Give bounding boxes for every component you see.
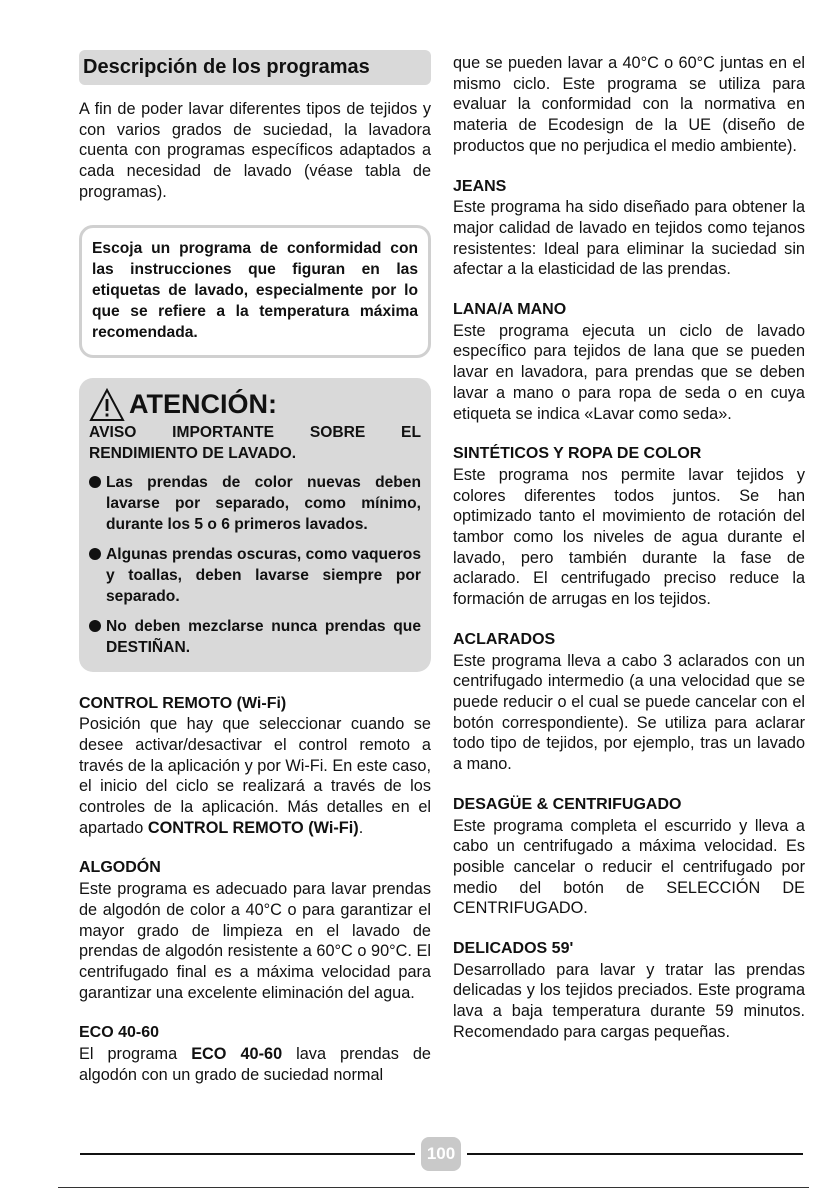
warning-box [79, 378, 431, 672]
eco-title: ECO 40-60 [79, 1024, 160, 1042]
left-column [79, 50, 431, 1085]
page-number: 100 [421, 1137, 461, 1171]
wool-title: LANA/A MANO [453, 301, 567, 319]
cotton-title: ALGODÓN [79, 859, 161, 877]
remote-body: Posición que hay que seleccionar cuando se desee activar/desactivar el control remoto a través de la aplicación y por Wi-Fi. En este caso, el inicio del ciclo se realizará a través de los controles de la aplicación. Más detalles en el apartado CONTROL REMOTO (Wi-Fi). [79, 715, 432, 837]
note-text: Escoja un programa de conformidad con las instrucciones que figuran en las etiquetas de lavado, especialmente por lo que se refiere a la temperatura máxima recomendada. [92, 239, 418, 341]
eco-body: El programa ECO 40-60 lava prendas de algodón con un grado de suciedad normal [79, 1045, 431, 1084]
list-item: No deben mezclarse nunca prendas que DESTIÑAN. [89, 616, 421, 658]
footer-rule-right [467, 1153, 803, 1155]
jeans-body: Este programa ha sido diseñado para obtener la major calidad de lavado en tejidos como tejanos resistentes: Ideal para eliminar la suciedad sin afectar a la elasticidad de las prendas. [453, 198, 805, 279]
bullet-icon [89, 620, 101, 632]
list-item: Algunas prendas oscuras, como vaqueros y toallas, deben lavarse siempre por separado. [89, 544, 421, 607]
section-rinse [453, 630, 805, 775]
rinse-body: Este programa lleva a cabo 3 aclarados con un centrifugado intermedio (a una velocidad que se puede reducir o el cual se puede cancelar con el botón correspondiente). Se utiliza para aclarar todo tipo de tejidos, por ejemplo, tras un lavado a mano. [453, 651, 805, 774]
warning-subtitle: AVISO IMPORTANTE SOBRE EL RENDIMIENTO DE LAVADO. [89, 423, 421, 462]
list-item: Las prendas de color nuevas deben lavarse por separado, como mínimo, durante los 5 o 6 primeros lavados. [89, 472, 421, 535]
eco-body-continued: que se pueden lavar a 40°C o 60°C juntas en el mismo ciclo. Este programa se utiliza para evaluar la conformidad con la normativa en materia de Ecodesign de la UE (diseño de productos que no perjudica el medio ambiente). [453, 54, 805, 155]
warning-title-text: ATENCIÓN: [129, 389, 277, 420]
section-title: Descripción de los programas [79, 50, 431, 85]
note-box [79, 225, 431, 358]
bottom-rule [58, 1187, 809, 1188]
section-wool [453, 300, 805, 424]
drain-title: DESAGÜE & CENTRIFUGADO [453, 795, 682, 813]
cotton-body: Este programa es adecuado para lavar prendas de algodón de color a 40°C o para garantizar el mayor grado de limpieza en el lavado de prendas de algodón resistente a 60°C o 90°C. El centrifugado final es a máxima velocidad para garantizar una excelente eliminación del agua. [79, 880, 431, 1002]
footer-rule-left [80, 1153, 415, 1155]
bullet-icon [89, 548, 101, 560]
jeans-title: JEANS [453, 177, 507, 195]
section-drain [453, 795, 805, 919]
right-column [453, 53, 805, 1043]
section-cotton [79, 858, 431, 1003]
drain-body: Este programa completa el escurrido y lleva a cabo un centrifugado a máxima velocidad. Es posible cancelar o reducir el centrifugado por medio del botón de SELECCIÓN DE CENTRIFUGADO. [453, 816, 805, 918]
section-synthetics [453, 444, 805, 610]
section-eco [79, 1023, 431, 1085]
delicates-title: DELICADOS 59' [453, 940, 574, 958]
delicates-body: Desarrollado para lavar y tratar las prendas delicadas y los tejidos preciados. Este programa lava a baja temperatura durante 59 minutos. Recomendado para cargas pequeñas. [453, 960, 805, 1041]
section-delicates [453, 939, 805, 1043]
section-jeans [453, 177, 805, 281]
warning-icon [89, 388, 125, 422]
warning-title [89, 388, 421, 422]
rinse-title: ACLARADOS [453, 630, 556, 648]
synthetics-body: Este programa nos permite lavar tejidos y colores diferentes todos juntos. Se han optimizado tanto el movimiento de rotación del tambor como los niveles de agua durante el lavado, pero también durante la fase de aclarado. El centrifugado preciso reduce la formación de arrugas en los tejidos. [453, 465, 805, 609]
synthetics-title: SINTÉTICOS Y ROPA DE COLOR [453, 445, 702, 463]
remote-title: CONTROL REMOTO (Wi-Fi) [79, 694, 287, 712]
wool-body: Este programa ejecuta un ciclo de lavado específico para tejidos de lana que se pueden lavar en lavadora, para prendas que se deben lavar a mano o para ropa de seda o en cuya etiqueta se indica «Lavar como seda». [453, 321, 805, 423]
warning-list [89, 472, 421, 658]
bullet-icon [89, 476, 101, 488]
intro-paragraph: A fin de poder lavar diferentes tipos de tejidos y con varios grados de suciedad, la lavadora cuenta con programas específicos adaptados a cada necesidad de lavado (véase tabla de programas). [79, 100, 431, 201]
section-remote [79, 694, 431, 839]
